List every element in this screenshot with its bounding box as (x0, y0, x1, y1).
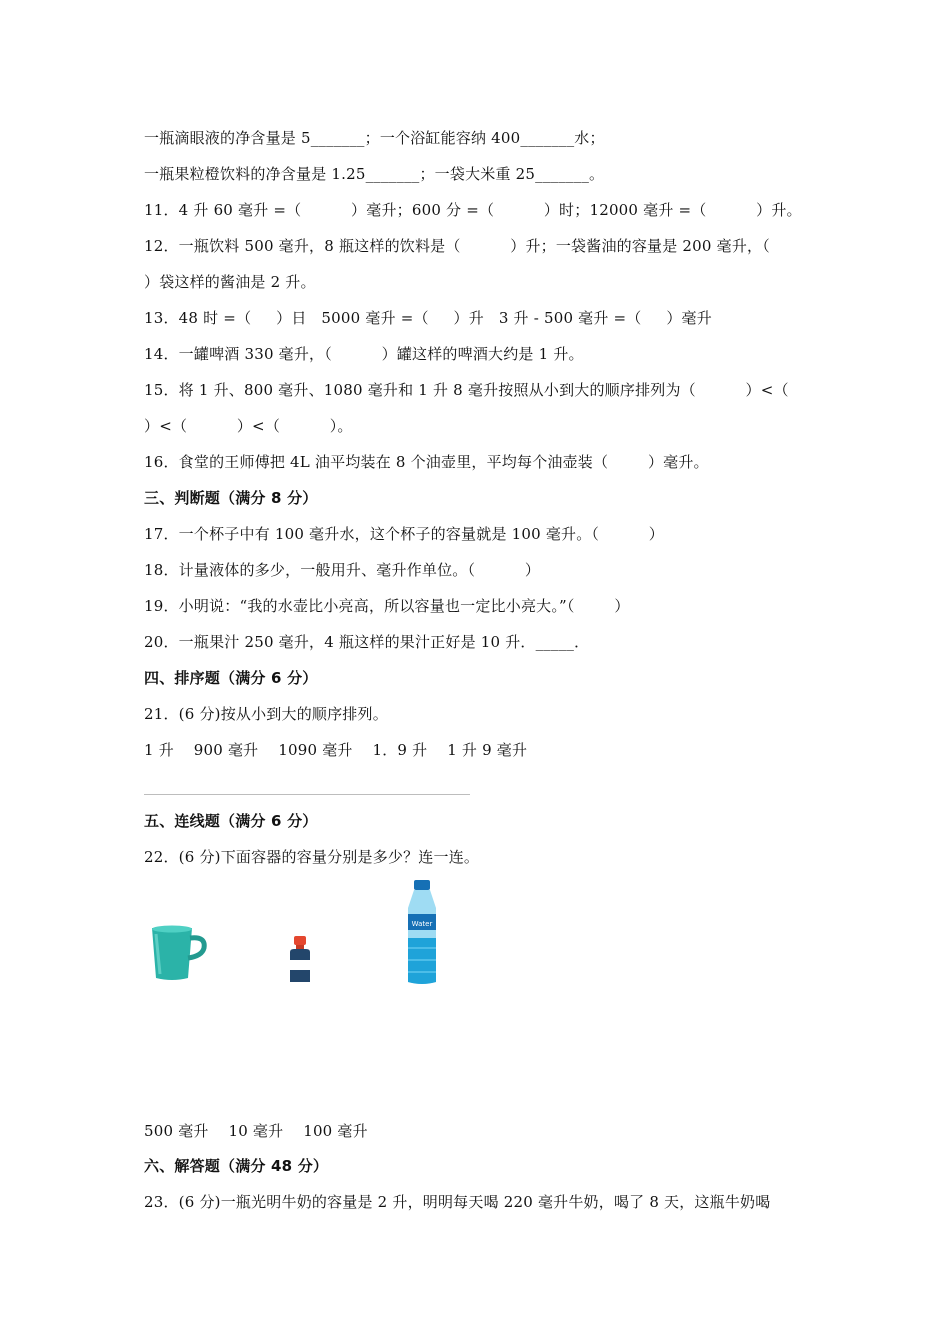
section-heading-judgement: 三、判断题（满分 8 分） (144, 489, 318, 507)
question-18: 18．计量液体的多少，一般用升、毫升作单位。（ ） (144, 561, 541, 579)
question-20: 20．一瓶果汁 250 毫升，4 瓶这样的果汁正好是 10 升．_____． (144, 633, 590, 651)
question-23: 23．(6 分)一瓶光明牛奶的容量是 2 升，明明每天喝 220 毫升牛奶，喝了 8 天，这瓶牛奶喝 (144, 1193, 771, 1211)
question-13: 13．48 时 =（ ）日 5000 毫升 =（ ）升 3 升 - 500 毫升 =（ ）毫升 (144, 309, 712, 327)
section-heading-sorting: 四、排序题（满分 6 分） (144, 669, 318, 687)
question-14: 14．一罐啤酒 330 毫升，（ ）罐这样的啤酒大约是 1 升。 (144, 345, 584, 363)
bottle-label: Water (411, 920, 433, 928)
line-fill-units-1: 一瓶滴眼液的净含量是 5_______；一个浴缸能容纳 400_______水； (144, 129, 605, 147)
mug-icon (148, 924, 210, 984)
question-17: 17．一个杯子中有 100 毫升水，这个杯子的容量就是 100 毫升。（ ） (144, 525, 665, 543)
section-heading-matching: 五、连线题（满分 6 分） (144, 812, 318, 830)
question-22-options: 500 毫升 10 毫升 100 毫升 (144, 1122, 368, 1140)
question-19: 19．小明说：“我的水壶比小亮高，所以容量也一定比小亮大。”（ ） (144, 597, 630, 615)
section-heading-answers: 六、解答题（满分 48 分） (144, 1157, 329, 1175)
question-12-cont: ）袋这样的酱油是 2 升。 (144, 273, 316, 291)
question-12: 12．一瓶饮料 500 毫升，8 瓶这样的饮料是（ ）升；一袋酱油的容量是 200 毫升，（ (144, 237, 770, 255)
line-fill-units-2: 一瓶果粒橙饮料的净含量是 1.25_______；一袋大米重 25_______。 (144, 165, 605, 183)
question-15: 15．将 1 升、800 毫升、1080 毫升和 1 升 8 毫升按照从小到大的顺序排列为（ ）<（ (144, 381, 789, 399)
question-11: 11．4 升 60 毫升 =（ ）毫升；600 分 =（ ）时；12000 毫升 =（ ）升。 (144, 201, 802, 219)
question-21: 21．(6 分)按从小到大的顺序排列。 (144, 705, 388, 723)
small-bottle-icon (286, 934, 314, 986)
question-21-items: 1 升 900 毫升 1090 毫升 1．9 升 1 升 9 毫升 (144, 741, 528, 759)
question-15-cont: ）<（ ）<（ ）。 (144, 417, 353, 435)
answer-line (144, 794, 470, 795)
question-16: 16．食堂的王师傅把 4L 油平均装在 8 个油壶里，平均每个油壶装（ ）毫升。 (144, 453, 709, 471)
question-22: 22．(6 分)下面容器的容量分别是多少？连一连。 (144, 848, 480, 866)
water-bottle-icon (400, 878, 444, 986)
